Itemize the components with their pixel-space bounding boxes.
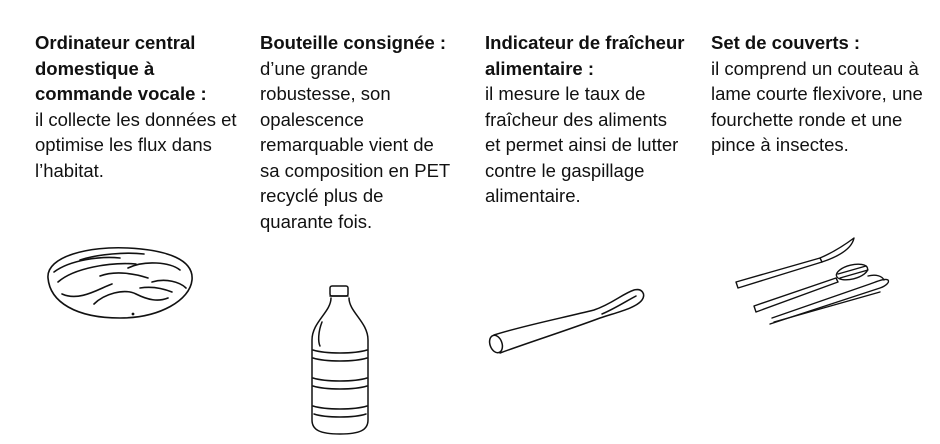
item-description: d’une grande robustesse, son opalescence remarquable vient de sa composition en PET recyclé plus de quarante fois. bbox=[260, 57, 450, 232]
cutlery-set-icon bbox=[730, 230, 900, 330]
item-freshness-indicator bbox=[485, 30, 685, 209]
voice-hub-icon bbox=[40, 238, 200, 328]
item-description: il collecte les données et optimise les flux dans l’habitat. bbox=[35, 108, 237, 181]
item-title: Set de couverts : bbox=[711, 32, 861, 53]
freshness-probe-icon bbox=[482, 282, 652, 362]
bottle-icon bbox=[300, 282, 380, 442]
item-voice-hub bbox=[35, 30, 250, 183]
item-description: il mesure le taux de fraîcheur des aliments et permet ainsi de lutter contre le gaspillage alimentaire. bbox=[485, 83, 679, 206]
item-title: Ordinateur central domestique à commande vocale : bbox=[35, 32, 207, 104]
item-title: Indicateur de fraîcheur alimentaire : bbox=[485, 32, 685, 79]
item-bottle bbox=[260, 30, 450, 234]
item-title: Bouteille consignée : bbox=[260, 32, 447, 53]
item-description: il comprend un couteau à lame courte flexivore, une fourchette ronde et une pince à insectes. bbox=[711, 57, 923, 155]
item-cutlery-set bbox=[711, 30, 926, 158]
